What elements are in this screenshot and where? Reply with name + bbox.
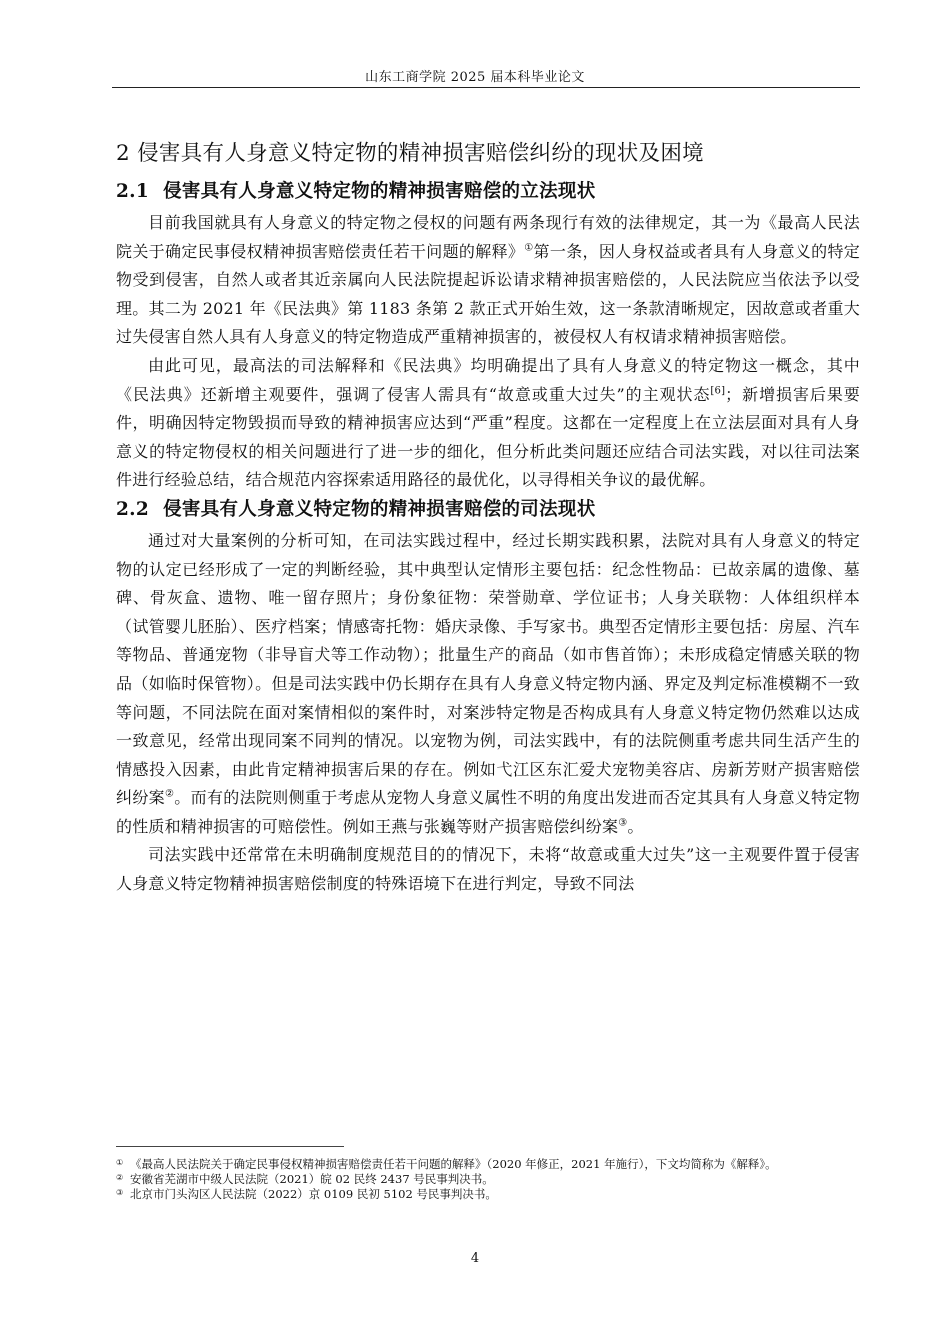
section-heading-2-2 xyxy=(116,495,860,521)
paragraph-text: 司法实践中还常常在未明确制度规范目的的情况下，未将“故意或重大过失”这一主观要件置于侵害人身意义特定物精神损害赔偿制度的特殊语境下在进行判定，导致不同法 xyxy=(116,845,860,894)
chapter-title: 侵害具有人身意义特定物的精神损害赔偿纠纷的现状及困境 xyxy=(137,141,704,166)
footnote-mark: ② xyxy=(116,1173,124,1182)
paragraph xyxy=(116,527,860,842)
header-rule xyxy=(112,87,860,88)
footnote-mark: ③ xyxy=(116,1188,124,1197)
page-number: 4 xyxy=(470,1251,480,1266)
paragraph xyxy=(116,841,860,898)
footnote xyxy=(116,1187,860,1202)
paragraph xyxy=(116,209,860,352)
section-number: 2.2 xyxy=(116,498,150,520)
paragraph-text: 第一条，因人身权益或者具有人身意义的特定物受到侵害，自然人或者其近亲属向人民法院提起诉讼请求精神损害赔偿的，人民法院应当依法予以受理。其二为 2021 年《民法典》第 1183 条第 2 款正式开始生效，这一条款清晰规定，因故意或者重大过失侵害自然人具有人身意义的特定物造成严重精神损害的，被侵权人有权请求精神损害赔偿。 xyxy=(116,241,860,347)
paragraph-text: 。而有的法院则侧重于考虑从宠物人身意义属性不明的角度出发进而否定其具有人身意义特定物的性质和精神损害的可赔偿性。例如王燕与张巍等财产损害赔偿纠纷案 xyxy=(116,788,860,836)
footnote-rule xyxy=(116,1146,344,1147)
citation-ref[interactable]: [6] xyxy=(710,385,726,397)
footnote-ref[interactable]: ② xyxy=(165,788,175,800)
footnote xyxy=(116,1157,860,1172)
footnote-text: 《最高人民法院关于确定民事侵权精神损害赔偿责任若干问题的解释》（2020 年修正，2021 年施行），下文均简称为《解释》。 xyxy=(130,1157,777,1171)
footnote-ref[interactable]: ③ xyxy=(618,817,628,829)
section-title: 侵害具有人身意义特定物的精神损害赔偿的司法现状 xyxy=(163,498,596,520)
footnote xyxy=(116,1172,860,1187)
footnote-text: 安徽省芜湖市中级人民法院（2021）皖 02 民终 2437 号民事判决书。 xyxy=(130,1172,494,1186)
section-title: 侵害具有人身意义特定物的精神损害赔偿的立法现状 xyxy=(163,181,596,202)
paragraph-text: ；新增损害后果要件，明确因特定物毁损而导致的精神损害应达到“严重”程度。这都在一定程度上在立法层面对具有人身意义的特定物侵权的相关问题进行了进一步的细化，但分析此类问题还应结合司法实践，对以往司法案件进行经验总结，结合规范内容探索适用路径的最优化，以寻得相关争议的最优解。 xyxy=(116,384,860,490)
paragraph-text: 。 xyxy=(627,816,644,836)
running-header: 山东工商学院 2025 届本科毕业论文 xyxy=(365,70,585,85)
footnotes xyxy=(116,1157,860,1202)
section-number: 2.1 xyxy=(116,181,150,202)
section-heading-2-1 xyxy=(116,177,860,203)
chapter-number: 2 xyxy=(116,141,130,166)
paragraph-text: 由此可见，最高法的司法解释和《民法典》均明确提出了具有人身意义的特定物这一概念，其中《民法典》还新增主观要件，强调了侵害人需具有“故意或重大过失”的主观状态 xyxy=(116,355,860,404)
footnote-ref[interactable]: ① xyxy=(524,242,534,254)
footnote-mark: ① xyxy=(116,1158,124,1167)
paragraph-text: 通过对大量案例的分析可知，在司法实践过程中，经过长期实践积累，法院对具有人身意义的特定物的认定已经形成了一定的判断经验，其中典型认定情形主要包括：纪念性物品：已故亲属的遗像、墓碑、骨灰盒、遗物、唯一留存照片；身份象征物：荣誉勋章、学位证书；人身关联物：人体组织样本（试管婴儿胚胎）、医疗档案；情感寄托物：婚庆录像、手写家书。典型否定情形主要包括：房屋、汽车等物品、普通宠物（非导盲犬等工作动物）；批量生产的商品（如市售首饰）；未形成稳定情感关联的物品（如临时保管物）。但是司法实践中仍长期存在具有人身意义特定物内涵、界定及判定标准模糊不一致等问题，不同法院在面对案情相似的案件时，对案涉特定物是否构成具有人身意义特定物仍然难以达成一致意见，经常出现同案不同判的情况。以宠物为例，司法实践中，有的法院侧重考虑共同生活产生的情感投入因素，由此肯定精神损害后果的存在。例如弋江区东汇爱犬宠物美容店、房新芳财产损害赔偿纠纷案 xyxy=(116,530,860,808)
paragraph-text: 目前我国就具有人身意义的特定物之侵权的问题有两条现行有效的法律规定，其一为《最高人民法院关于确定民事侵权精神损害赔偿责任若干问题的解释》 xyxy=(116,213,860,261)
paragraph xyxy=(116,352,860,495)
main-content xyxy=(116,136,860,899)
footnote-text: 北京市门头沟区人民法院（2022）京 0109 民初 5102 号民事判决书。 xyxy=(130,1187,497,1201)
chapter-heading xyxy=(116,136,860,167)
